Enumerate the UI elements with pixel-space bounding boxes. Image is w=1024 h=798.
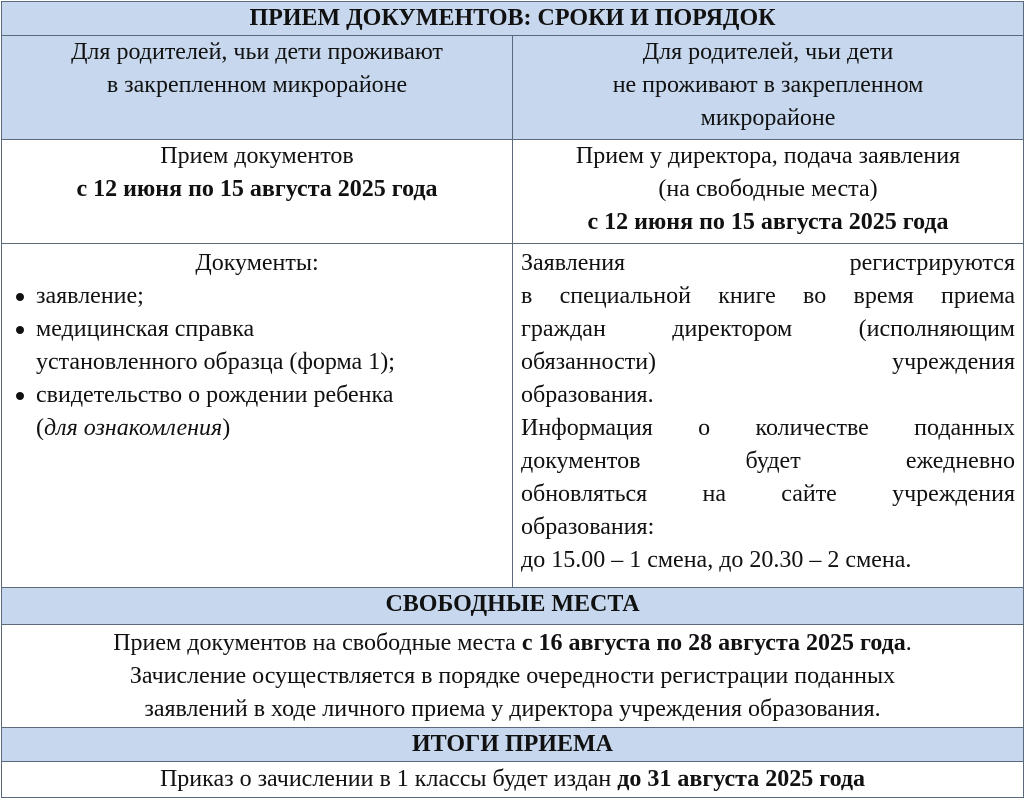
right-period-label: Прием у директора, подача заявления bbox=[575, 143, 961, 169]
free-places-heading: СВОБОДНЫЕ МЕСТА bbox=[2, 588, 1024, 625]
results-text: Приказ о зачислении в 1 классы будет издан bbox=[159, 766, 618, 792]
free-places-line: заявлений в ходе личного приема у директора учреждения образования. bbox=[144, 695, 881, 722]
title-row bbox=[2, 2, 1024, 36]
right-period-cell bbox=[513, 140, 1024, 244]
registration-line: обязанности) учреждения bbox=[521, 349, 1015, 375]
left-column-header: Для родителей, чьи дети проживают в закрепленном микрорайоне bbox=[2, 36, 513, 140]
free-places-row bbox=[2, 625, 1024, 728]
registration-line: образования. bbox=[521, 382, 654, 408]
free-places-cell bbox=[2, 625, 1024, 728]
left-period-cell bbox=[2, 140, 513, 244]
registration-line: обновляться на сайте учреждения bbox=[521, 481, 1015, 507]
registration-line: Заявления регистрируются bbox=[521, 250, 1015, 276]
registration-line: документов будет ежедневно bbox=[521, 448, 1015, 474]
documents-cell bbox=[2, 244, 513, 588]
column-header-row bbox=[2, 36, 1024, 140]
admission-table bbox=[1, 1, 1024, 798]
registration-line: до 15.00 – 1 смена, до 20.30 – 2 смена. bbox=[521, 547, 912, 573]
period-row bbox=[2, 140, 1024, 244]
right-period-dates: с 12 июня по 15 августа 2025 года bbox=[587, 209, 949, 235]
free-places-heading-row bbox=[2, 588, 1024, 625]
results-heading: ИТОГИ ПРИЕМА bbox=[2, 728, 1024, 762]
list-item: свидетельство о рождении ребенка (для ознакомления) bbox=[36, 379, 504, 445]
registration-line: образования: bbox=[521, 514, 655, 540]
registration-line: Информация о количестве поданных bbox=[521, 415, 1015, 441]
left-period-dates: с 12 июня по 15 августа 2025 года bbox=[76, 176, 438, 202]
registration-cell bbox=[513, 244, 1024, 588]
results-heading-row bbox=[2, 728, 1024, 762]
list-item: медицинская справка установленного образца (форма 1); bbox=[36, 313, 504, 379]
free-places-line: Зачисление осуществляется в порядке очередности регистрации поданных bbox=[129, 662, 896, 689]
results-date: до 31 августа 2025 года bbox=[617, 766, 866, 792]
registration-line: в специальной книге во время приема bbox=[521, 283, 1015, 309]
page-title: ПРИЕМ ДОКУМЕНТОВ: СРОКИ И ПОРЯДОК bbox=[2, 2, 1024, 36]
right-period-note: (на свободные места) bbox=[658, 176, 878, 202]
list-item: заявление; bbox=[36, 280, 504, 313]
registration-line: граждан директором (исполняющим bbox=[521, 316, 1015, 342]
results-cell bbox=[2, 762, 1024, 798]
documents-heading: Документы: bbox=[195, 250, 319, 276]
documents-list bbox=[10, 280, 504, 445]
right-column-header: Для родителей, чьи дети не проживают в закрепленном микрорайоне bbox=[513, 36, 1024, 140]
free-places-dates: с 16 августа по 28 августа 2025 года bbox=[521, 629, 906, 656]
free-places-line: Прием документов на свободные места с 16 августа по 28 августа 2025 года. bbox=[113, 629, 912, 656]
details-row bbox=[2, 244, 1024, 588]
results-row bbox=[2, 762, 1024, 798]
left-period-label: Прием документов bbox=[160, 143, 354, 169]
